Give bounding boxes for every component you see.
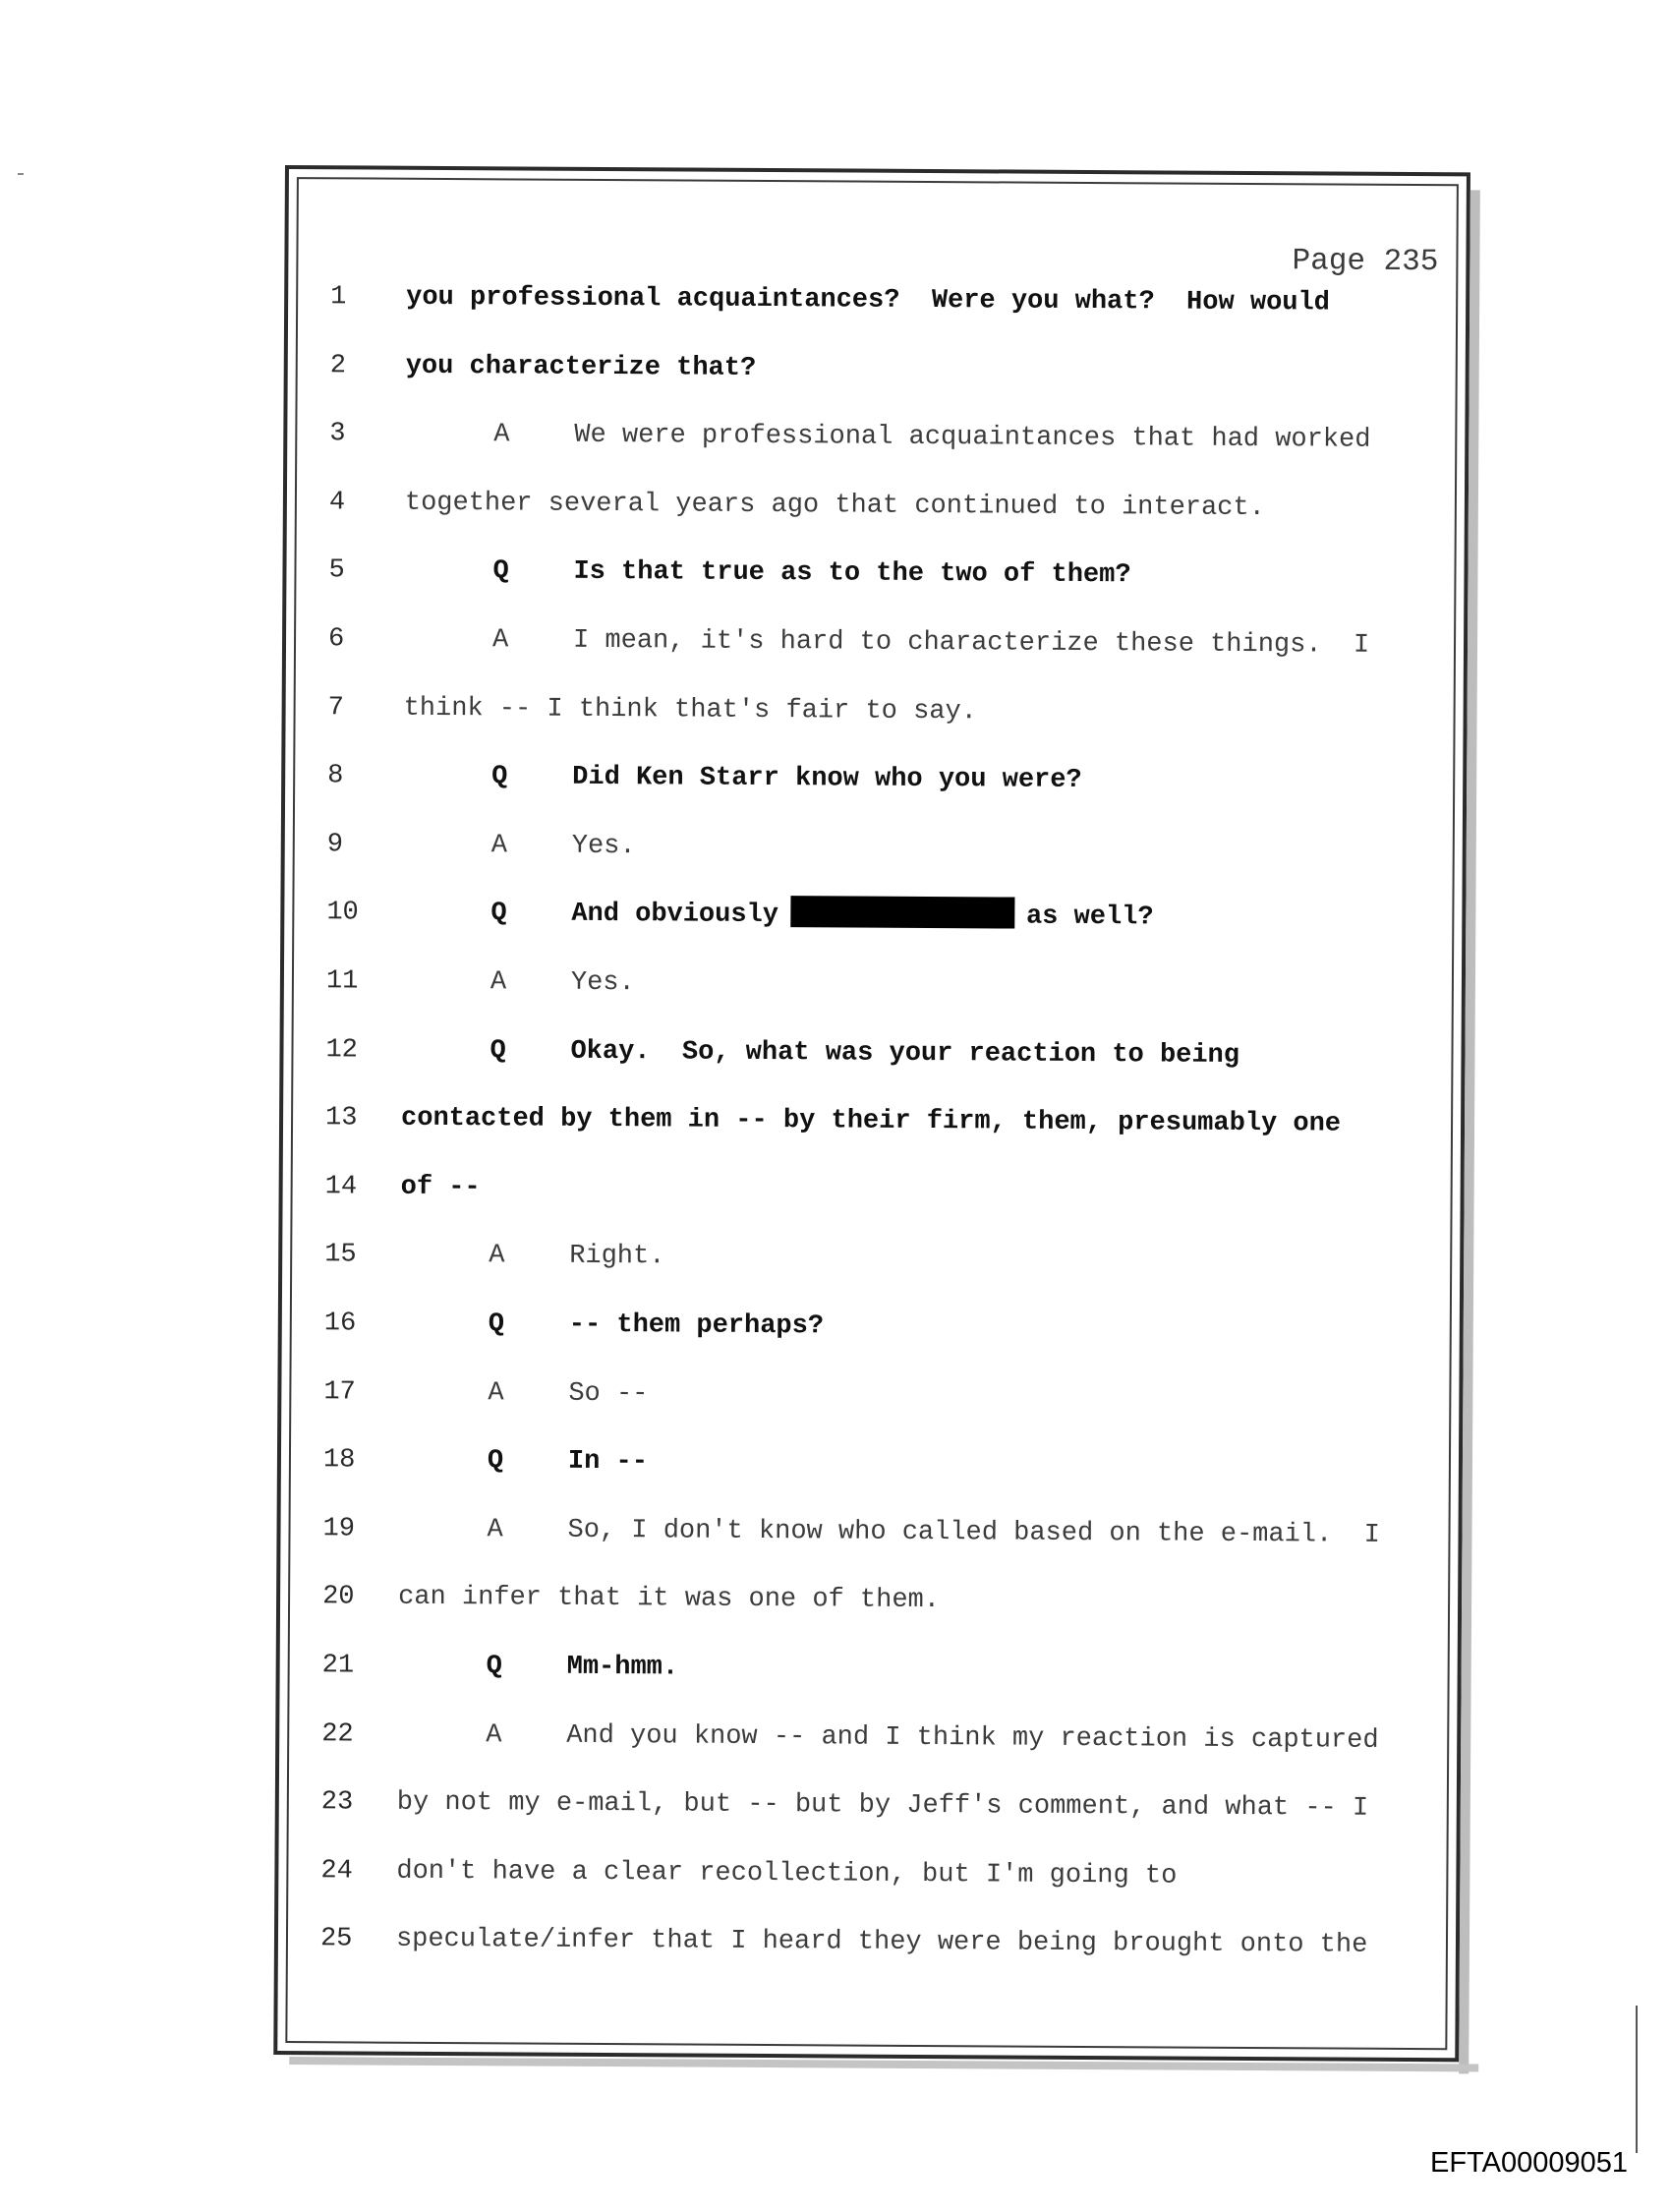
- line-number: 22: [321, 1718, 354, 1750]
- text-segment: And obviously: [571, 900, 779, 931]
- line-text: [571, 963, 635, 1003]
- line-text: [572, 758, 1082, 800]
- line-number: 23: [320, 1787, 354, 1818]
- text-segment: Is that true as to the two of them?: [573, 557, 1131, 591]
- line-number: 24: [320, 1856, 353, 1887]
- text-segment: you characterize that?: [405, 351, 757, 383]
- line-number: 14: [324, 1172, 358, 1202]
- transcript-line: [296, 551, 1454, 597]
- text-segment: Yes.: [571, 831, 636, 861]
- text-segment: speculate/infer that I heard they were being brought onto the: [395, 1925, 1368, 1961]
- answer-marker: A: [488, 1377, 504, 1408]
- text-segment: I mean, it's hard to characterize these things. I: [572, 625, 1370, 661]
- answer-marker: A: [486, 1719, 502, 1750]
- text-segment: Did Ken Starr know who you were?: [572, 762, 1082, 796]
- question-marker: Q: [490, 1035, 506, 1066]
- answer-marker: A: [491, 625, 509, 656]
- line-number: 9: [326, 830, 344, 860]
- transcript-line: [294, 961, 1452, 1008]
- line-number: 2: [329, 350, 347, 380]
- line-text: [568, 1373, 648, 1413]
- transcript-line: [290, 1646, 1448, 1692]
- line-text: [570, 1031, 1239, 1075]
- line-number: 25: [319, 1924, 353, 1954]
- line-text: [396, 1920, 1368, 1965]
- line-text: [405, 484, 1265, 528]
- question-marker: Q: [486, 1652, 502, 1682]
- transcript-line: [289, 1715, 1447, 1761]
- line-text: [401, 1099, 1341, 1144]
- transcript-line: [298, 346, 1456, 392]
- transcript-line: [291, 1372, 1449, 1419]
- transcript-line: [288, 1919, 1446, 1965]
- line-number: 8: [327, 761, 344, 791]
- line-number: 4: [328, 488, 346, 518]
- line-text: [573, 553, 1130, 595]
- text-segment: together several years ago that continued to interact.: [404, 488, 1265, 523]
- transcript-line: [290, 1509, 1448, 1555]
- transcript-line: [298, 277, 1456, 323]
- line-text: [571, 895, 1153, 938]
- line-text: [406, 346, 757, 387]
- question-marker: Q: [492, 556, 509, 587]
- line-number: 1: [330, 282, 347, 313]
- text-segment: We were professional acquaintances that had worked: [574, 420, 1371, 455]
- redaction-block: [790, 897, 1014, 929]
- line-number: 12: [325, 1034, 359, 1066]
- question-marker: Q: [488, 1310, 505, 1340]
- line-number: 18: [322, 1445, 356, 1476]
- line-number: 3: [329, 419, 346, 449]
- line-text: [404, 688, 978, 731]
- text-segment: can infer that it was one of them.: [398, 1583, 941, 1616]
- text-segment: Okay. So, what was your reaction to being: [570, 1036, 1240, 1071]
- transcript-page-frame: [273, 165, 1470, 2062]
- text-segment: contacted by them in -- by their firm, them, presumably one: [400, 1103, 1342, 1139]
- line-number: 6: [327, 624, 345, 655]
- line-text: [573, 621, 1369, 666]
- question-marker: Q: [490, 899, 507, 929]
- text-segment: by not my e-mail, but -- but by Jeff's comment, and what -- I: [396, 1787, 1369, 1824]
- transcript-line: [297, 414, 1455, 460]
- text-segment: In --: [567, 1446, 649, 1478]
- transcript-line: [289, 1782, 1447, 1829]
- transcript-line: [290, 1577, 1448, 1623]
- line-text: [396, 1852, 1177, 1896]
- line-text: [569, 1237, 664, 1277]
- line-number: 16: [323, 1309, 357, 1339]
- transcript-line: [296, 688, 1454, 734]
- answer-marker: A: [490, 831, 508, 861]
- answer-marker: A: [490, 967, 507, 998]
- line-number: 20: [322, 1582, 355, 1612]
- page-number: Page 235: [1292, 244, 1439, 280]
- line-number: 17: [323, 1376, 356, 1408]
- line-text: [397, 1783, 1369, 1829]
- answer-marker: A: [489, 1241, 505, 1271]
- text-segment: So --: [568, 1378, 649, 1409]
- transcript-line: [292, 1304, 1450, 1350]
- line-number: 11: [325, 966, 359, 997]
- question-marker: Q: [491, 762, 508, 792]
- scan-edge-line: [1636, 2006, 1638, 2153]
- text-segment: you professional acquaintances? Were you what? How would: [406, 282, 1331, 319]
- transcript-line: [294, 893, 1452, 939]
- transcript-inner-border: [285, 177, 1459, 2050]
- answer-marker: A: [487, 1515, 503, 1545]
- transcript-line: [297, 483, 1455, 529]
- line-text: [406, 278, 1330, 323]
- text-segment: don't have a clear recollection, but I'm going to: [396, 1856, 1178, 1892]
- text-segment: Yes.: [570, 967, 635, 999]
- line-number: 5: [328, 555, 345, 586]
- line-number: 15: [324, 1240, 357, 1270]
- answer-marker: A: [493, 420, 510, 450]
- line-text: [398, 1578, 940, 1620]
- scan-speck: [18, 173, 24, 175]
- line-text: [567, 1511, 1380, 1555]
- line-text: [567, 1648, 679, 1688]
- bates-number: EFTA00009051: [1430, 2147, 1628, 2179]
- text-segment: Right.: [569, 1242, 665, 1272]
- line-text: [566, 1716, 1379, 1760]
- text-segment: -- them perhaps?: [568, 1310, 825, 1342]
- text-segment: of --: [400, 1172, 481, 1203]
- transcript-line: [291, 1440, 1449, 1486]
- line-text: [568, 1442, 648, 1482]
- frame-shadow-right: [1459, 190, 1480, 2073]
- transcript-line: [293, 1030, 1451, 1077]
- line-number: 13: [324, 1103, 358, 1134]
- text-segment: So, I don't know who called based on the e-mail. I: [567, 1515, 1380, 1550]
- transcript-line: [293, 1098, 1451, 1144]
- line-number: 7: [327, 692, 344, 723]
- line-number: 21: [321, 1651, 355, 1681]
- text-segment: Mm-hmm.: [566, 1652, 679, 1683]
- transcript-line: [295, 756, 1453, 802]
- line-text: [572, 827, 636, 866]
- transcript-line: [296, 619, 1454, 666]
- line-text: [574, 416, 1370, 460]
- text-segment: think -- I think that's fair to say.: [403, 693, 978, 727]
- transcript-line: [295, 825, 1453, 871]
- line-text: [569, 1306, 824, 1347]
- transcript-line: [288, 1851, 1446, 1897]
- frame-shadow-bottom: [289, 2057, 1478, 2071]
- question-marker: Q: [487, 1446, 504, 1477]
- line-number: 19: [322, 1514, 356, 1544]
- text-segment: And you know -- and I think my reaction is captured: [566, 1720, 1379, 1756]
- line-number: 10: [326, 898, 359, 928]
- line-text: [401, 1168, 481, 1207]
- text-segment: as well?: [1025, 902, 1154, 933]
- transcript-line: [293, 1167, 1451, 1213]
- transcript-line: [292, 1235, 1450, 1281]
